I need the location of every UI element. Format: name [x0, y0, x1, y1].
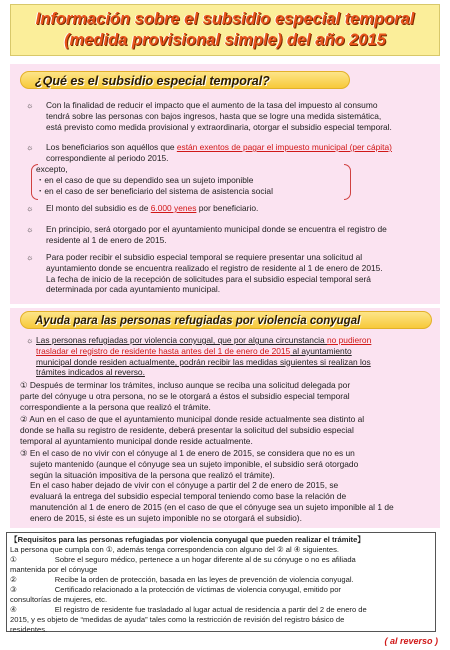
- note-1: ① Después de terminar los trámites, incluso aunque se reciba una solicitud delegada por parte del cónyuge u otra persona, no se le otorgará a éstos el subsidio especial temporal correspondiente a la persona que realizó el trámite.: [20, 380, 351, 412]
- bracket-right: [344, 164, 351, 200]
- title-line-2: (medida provisional simple) del año 2015: [64, 31, 386, 49]
- requirements-box: [6, 532, 436, 632]
- sun-bullet-icon: ☼: [26, 225, 34, 234]
- requirements-heading: 【Requisitos para las personas refugiadas por violencia conyugal que pueden realizar el trámite】: [10, 535, 365, 544]
- sun-bullet-icon: ☼: [26, 253, 34, 262]
- note-3: ③ En el caso de no vivir con el cónyuge al 1 de enero de 2015, se considera que no es un sujeto mantenido (aunque el cónyuge sea un sujeto imponible, el subsidio será otorgado según la situación impositiva de la persona que realizó el trámite). En el caso haber dejado de vivir con el cónyuge a partir del 2 de enero de 2015, se evaluará la entrega del subsidio especial temporal teniendo como base la relación de manutención al 1 de enero de 2015 (en el caso de que el cónyuge sea un sujeto imponible al 1 de enero de 2015, si éste es un sujeto imponible no se otorgará el subsidio).: [20, 448, 394, 523]
- paragraph-beneficiaries: Los beneficiarios son aquéllos que están exentos de pagar el impuesto municipal (per cápita) correspondiente al periodo 2015.: [46, 142, 392, 163]
- title-line-1: Información sobre el subsidio especial temporal: [35, 10, 415, 28]
- requirements-list: La persona que cumpla con ①, además tenga correspondencia con alguno del ② al ④ siguientes. ① Sobre el seguro médico, pertenece a un hogar diferente al de su cónyuge o no es afiliada mantenida por el cónyuge ② Recibe la orden de protección, basada en las leyes de prevención de violencia conyugal. ③ Certificado relacionado a la protección de víctimas de violencia conyugal, emitido por consultorías de mujeres, etc. ④ El registro de residente fue trasladado al lugar actual de residencia a partir del 2 de enero de 2015, y es objeto de “medidas de ayuda” tales como la restricción de revisión del registro básico de residentes.: [10, 545, 367, 634]
- bracket-left: [31, 164, 38, 200]
- paragraph-amount: El monto del subsidio es de 6.000 yenes por beneficiario.: [46, 203, 259, 213]
- section-heading-subsidy: ¿Qué es el subsidio especial temporal?: [20, 71, 350, 89]
- section-heading-dv: Ayuda para las personas refugiadas por violencia conyugal: [20, 311, 432, 329]
- flyer-page: [6, 4, 444, 646]
- paragraph-purpose: Con la finalidad de reducir el impacto que el aumento de la tasa del impuesto al consumo tendrá sobre las personas con bajos ingresos, hasta que se logre una medida sistemática, está previsto como medida provisional y extraordinaria, otorgar el subsidio especial temporal.: [46, 100, 392, 132]
- page-title: [10, 4, 440, 56]
- reverse-link[interactable]: ( al reverso ): [384, 636, 438, 646]
- sun-bullet-icon: ☼: [26, 101, 34, 110]
- sun-bullet-icon: ☼: [26, 204, 34, 213]
- sun-bullet-icon: ☼: [26, 336, 34, 345]
- paragraph-refugees: Las personas refugiadas por violencia conyugal, que por alguna circunstancia no pudieron trasladar el registro de residente hasta antes del 1 de enero de 2015 al ayuntamiento municipal donde residen actualmente, podrán recibir las medidas siguientes si realizan los trámites indicados al reverso.: [36, 335, 372, 378]
- paragraph-municipality: En principio, será otorgado por el ayuntamiento municipal donde se encuentra el registro de residente al 1 de enero de 2015.: [46, 224, 387, 245]
- exceptions: excepto, ・en el caso de que su dependido sea un sujeto imponible ・en el caso de ser beneficiario del sistema de asistencia social: [36, 164, 273, 196]
- note-2: ② Aun en el caso de que el ayuntamiento municipal donde reside actualmente sea distinto al donde se halla su registro de residente, deberá presentar la solicitud del subsidio especial temporal al ayuntamiento municipal donde reside actualmente.: [20, 414, 365, 446]
- sun-bullet-icon: ☼: [26, 143, 34, 152]
- paragraph-application: Para poder recibir el subsidio especial temporal se requiere presentar una solicitud al ayuntamiento donde se encuentra realizado el registro de residente al 1 de enero de 2015. La fecha de inicio de la recepción de solicitudes para el subsidio especial temporal será determinada por cada ayuntamiento municipal.: [46, 252, 383, 295]
